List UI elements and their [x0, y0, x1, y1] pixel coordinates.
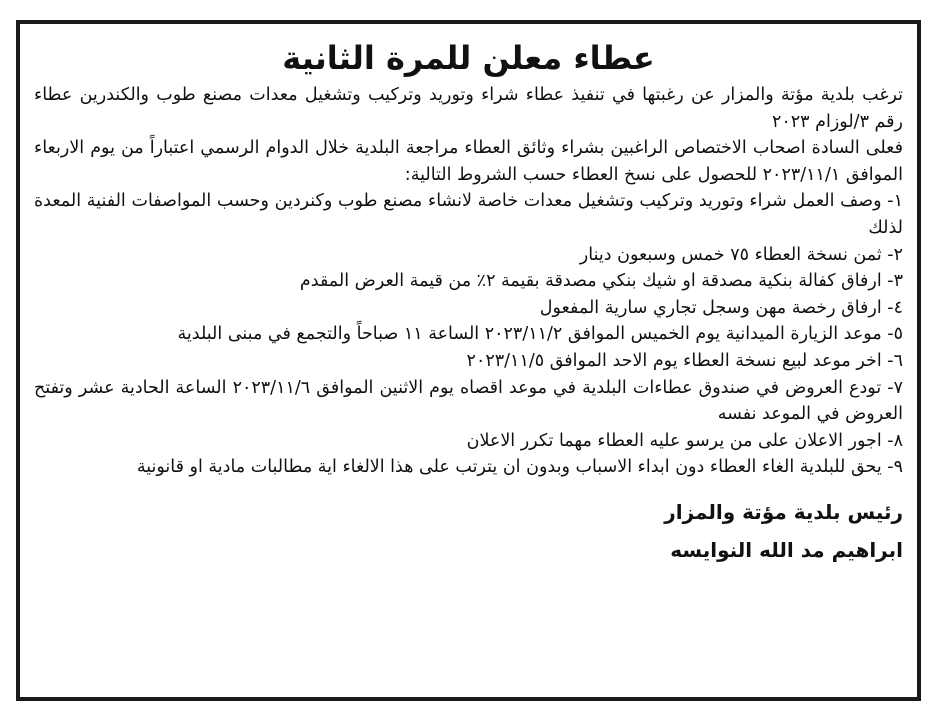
- condition-item: ١- وصف العمل شراء وتوريد وتركيب وتشغيل معدات خاصة لانشاء مصنع طوب وكنردين وحسب المواصفات الفنية المعدة لذلك: [34, 191, 903, 238]
- signature-name: ابراهيم مد الله النوايسه: [670, 537, 903, 562]
- signature-block: [34, 493, 903, 569]
- condition-item: ٧- تودع العروض في صندوق عطاءات البلدية في موعد اقصاه يوم الاثنين الموافق ٢٠٢٣/١١/٦ الساعة الحادية عشر وتفتح العروض في الموعد نفسه: [34, 377, 903, 425]
- notice-frame: [16, 20, 921, 701]
- condition-item: ٣- ارفاق كفالة بنكية مصدقة او شيك بنكي مصدقة بقيمة ٢٪ من قيمة العرض المقدم: [299, 271, 903, 292]
- condition-item: ٤- ارفاق رخصة مهن وسجل تجاري سارية المفعول: [539, 297, 903, 318]
- signature-position: رئيس بلدية مؤتة والمزار: [664, 499, 903, 524]
- condition-item: ٩- يحق للبلدية الغاء العطاء دون ابداء الاسباب وبدون ان يترتب على هذا الالغاء اية مطالبات مادية او قانونية: [136, 457, 903, 478]
- condition-item: ٢- ثمن نسخة العطاء ٧٥ خمس وسبعون دينار: [579, 244, 903, 265]
- notice-intro: ترغب بلدية مؤتة والمزار عن رغبتها في تنفيذ عطاء شراء وتوريد وتركيب وتشغيل معدات مصنع طوب والكندرين عطاء رقم ٣/لوزام ٢٠٢٣: [34, 85, 903, 132]
- notice-invitation: فعلى السادة اصحاب الاختصاص الراغبين بشراء وثائق العطاء مراجعة البلدية خلال الدوام الرسمي اعتباراً من يوم الاربعاء الموافق ٢٠٢٣/١١/١ للحصول على نسخ العطاء حسب الشروط التالية:: [34, 138, 903, 185]
- condition-item: ٨- اجور الاعلان على من يرسو عليه العطاء مهما تكرر الاعلان: [466, 430, 903, 451]
- condition-item: ٦- اخر موعد لبيع نسخة العطاء يوم الاحد الموافق ٢٠٢٣/١١/٥: [466, 350, 903, 371]
- condition-item: ٥- موعد الزيارة الميدانية يوم الخميس الموافق ٢٠٢٣/١١/٢ الساعة ١١ صباحاً والتجمع في مبنى البلدية: [177, 324, 903, 345]
- conditions-list: [34, 188, 903, 481]
- notice-title: عطاء معلن للمرة الثانية: [282, 39, 655, 77]
